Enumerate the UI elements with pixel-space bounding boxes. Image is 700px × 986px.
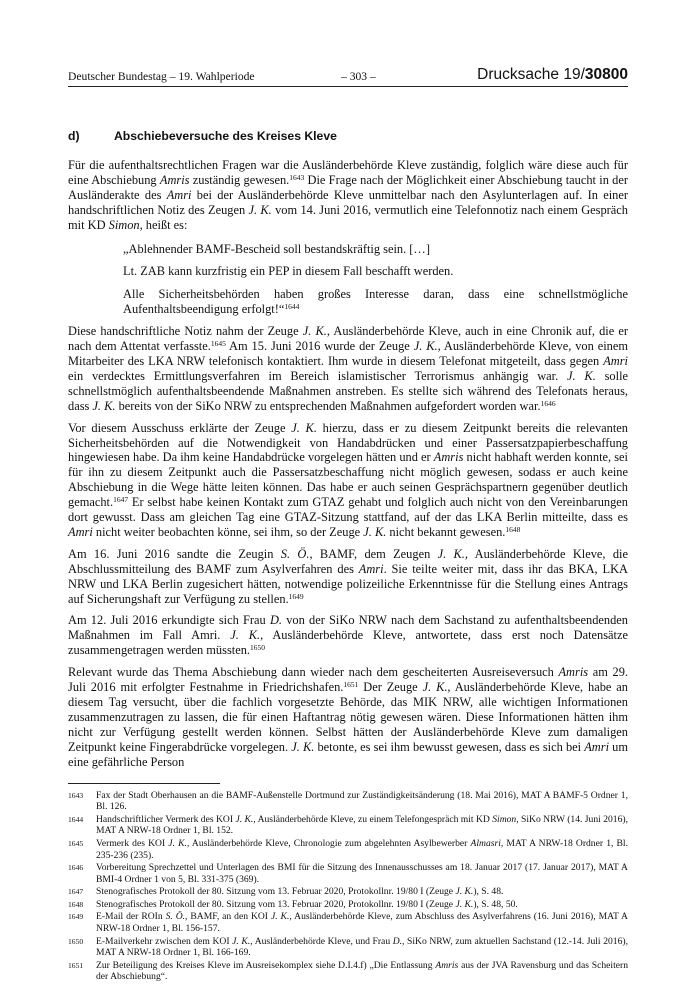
document-page	[68, 66, 628, 984]
footnote-item: 1646 Vorbereitung Sprechzettel und Unterlagen des BMI für die Sitzung des Innenausschusses am 18. Januar 2017 (17. Januar 2017), MAT A BMI-4 Ordner 1 von 5, Bl. 331-375 (369).	[68, 862, 628, 885]
footnote-item: 1651 Zur Beteiligung des Kreises Kleve im Ausreisekomplex siehe D.I.4.f) „Die Entlassung Amris aus der JVA Ravensburg und das Scheitern der Abschiebung“.	[68, 959, 628, 983]
footnote-item: 1644 Handschriftlicher Vermerk des KOI J. K., Ausländerbehörde Kleve, zu einem Telefongespräch mit KD Simon, SiKo NRW (14. Juni 2016), MAT A NRW-18 Ordner 1, Bl. 152.	[68, 813, 628, 837]
paragraph-2: Diese handschriftliche Notiz nahm der Zeuge J. K., Ausländerbehörde Kleve, auch in eine Chronik auf, die er nach dem Attentat verfasste.$^{1645}$ Am 15. Juni 2016 wurde der Zeuge J. K., Ausländerbehörde Kleve, von einem Mitarbeiter des LKA NRW telefonisch kontaktiert. Ihm wurde in diesem Telefonat mitgeteilt, dass gegen Amri ein verdecktes Ermittlungsverfahren im Bereich islamistischer Terrorismus anhängig war. J. K. solle schnellstmöglich aufenthaltsbeendende Maßnahmen anstreben. Es stellte sich während des Telefonats heraus, dass J. K. bereits von der SiKo NRW zu entsprechenden Maßnahmen aufgefordert worden war.$^{1646}$	[68, 324, 629, 413]
paragraph-1: Für die aufenthaltsrechtlichen Fragen war die Ausländerbehörde Kleve zuständig, folglich wäre diese auch für eine Abschiebung Amris zuständig gewesen.$^{1643}$ Die Frage nach der Möglichkeit einer Abschiebung taucht in der Ausländerakte des Amri bei der Ausländerbehörde Kleve unmittelbar nach den Asylunterlagen auf. In einer handschriftlichen Notiz des Zeugen J. K. vom 14. Juni 2016, vermutlich eine Telefonnotiz nach einem Gespräch mit KD Simon, heißt es:	[68, 158, 628, 232]
footnote-ref: 1651	[343, 680, 359, 690]
section-number: d)	[68, 129, 80, 143]
header-parliament: Deutscher Bundestag – 19. Wahlperiode	[68, 70, 255, 83]
page-header	[68, 66, 628, 86]
footnote-item: 1647 Stenografisches Protokoll der 80. Sitzung vom 13. Februar 2020, Protokollnr. 19/80 I (Zeuge J. K.), S. 48.	[68, 886, 504, 898]
footnote-item: 1650 E-Mailverkehr zwischen dem KOI J. K., Ausländerbehörde Kleve, und Frau D., SiKo NRW, zum aktuellen Sachstand (12.-14. Juli 2016), MAT A NRW-18 Ordner 1, Bl. 166-169.	[68, 935, 628, 959]
footnote-item: 1645 Vermerk des KOI J. K., Ausländerbehörde Kleve, Chronologie zum abgelehnten Asylbewerber Almasri, MAT A NRW-18 Ordner 1, Bl. 235-236 (235).	[68, 837, 628, 861]
footnote-ref: 1645	[210, 339, 226, 349]
footnote-ref: 1643	[289, 172, 305, 182]
quote-line-3: Alle Sicherheitsbehörden haben großes Interesse daran, dass eine schnellstmögliche Aufenthaltsbeendigung erfolgt!“$^{1644}$	[123, 287, 628, 317]
footnote-item: 1648 Stenografisches Protokoll der 80. Sitzung vom 13. Februar 2020, Protokollnr. 19/80 I (Zeuge J. K.), S. 48, 50.	[68, 898, 518, 910]
paragraph-5: Am 12. Juli 2016 erkundigte sich Frau D. von der SiKo NRW nach dem Sachstand zu aufenthaltsbeendenden Maßnahmen im Fall Amri. J. K., Ausländerbehörde Kleve, antwortete, dass erst noch Datensätze zusammengetragen werden müssten.$^{1650}$	[68, 613, 628, 658]
footnote-ref: 1647	[113, 495, 129, 505]
quote-line-1: „Ablehnender BAMF-Bescheid soll bestandskräftig sein. […]	[123, 241, 430, 256]
paragraph-6: Relevant wurde das Thema Abschiebung dann wieder nach dem gescheiterten Ausreiseversuch Amris am 29. Juli 2016 mit erfolgter Festnahme in Friedrichshafen.$^{1651}$ Der Zeuge J. K., Ausländerbehörde Kleve, habe an diesem Tag versucht, über die fachlich vorgesetzte Behörde, das MIK NRW, alle wichtigen Informationen zusammenzutragen zu lassen, die für einen Haftantrag nötig gewesen wären. Diese Informationen hätten ihm nicht zur Verfügung gestellt werden können. Selbst hätten der Ausländerbehörde Kleve zum damaligen Zeitpunkt keine Fingerabdrücke vorgelegen. J. K. betonte, es sei ihm bewusst gewesen, dass es sich bei Amri um eine gefährliche Person	[68, 665, 629, 769]
quote-line-2: Lt. ZAB kann kurzfristig ein PEP in diesem Fall beschafft werden.	[123, 264, 454, 279]
footnotes	[68, 790, 628, 984]
footnote-ref: 1644	[284, 302, 300, 312]
footnote-item: 1643 Fax der Stadt Oberhausen an die BAMF-Außenstelle Dortmund zur Zuständigkeitsänderung (18. Mai 2016), MAT A BAMF-5 Ordner 1, Bl. 126.	[68, 789, 628, 813]
header-document-number: Drucksache 19/30800	[477, 66, 628, 83]
paragraph-4: Am 16. Juni 2016 sandte die Zeugin S. Ö., BAMF, dem Zeugen J. K., Ausländerbehörde Kleve, die Abschlussmitteilung des BAMF zum Asylverfahren des Amri. Sie teilte weiter mit, dass ihr das BKA, LKA NRW und LKA Berlin zugesichert hätten, notwendige polizeiliche Erkenntnisse für die Stellung eines Antrags auf Sicherungshaft zur Verfügung zu stellen.$^{1649}$	[68, 546, 628, 606]
paragraph-3: Vor diesem Ausschuss erklärte der Zeuge J. K. hierzu, dass er zu diesem Zeitpunkt bereits die relevanten Sicherheitsbehörden auf die Notwendigkeit von Handabdrücken und einer Passersatzpapierbeschaffung hingewiesen habe. Da ihm keine Handabdrücke vorgelegen hätten und er Amris nicht habhaft werden konnte, sei für ihn zu diesem Zeitpunkt auch die Passersatzbeschaffung nicht möglich gewesen, sodass er auch keine Abschiebung in die Wege hätte leiten können. Das habe er auch seinen Gesprächspartnern gegenüber deutlich gemacht.$^{1647}$ Er selbst habe keinen Kontakt zum GTAZ gehabt und folglich auch nicht von den Vereinbarungen dort gewusst. Dass am gleichen Tag eine GTAZ-Sitzung stattfand, auf der das LKA Berlin mitteilte, dass es Amri nicht weiter beobachten könne, sei ihm, so der Zeuge J. K. nicht bekannt gewesen.$^{1648}$	[68, 420, 628, 539]
footnote-ref: 1650	[250, 643, 266, 653]
footnote-ref: 1649	[288, 591, 304, 601]
footnote-ref: 1648	[505, 524, 521, 534]
footnote-ref: 1646	[540, 398, 556, 408]
section-heading	[68, 129, 628, 143]
header-rule	[68, 86, 628, 87]
footnote-item: 1649 E-Mail der ROIn S. Ö., BAMF, an den KOI J. K., Ausländerbehörde Kleve, zum Abschluss des Asylverfahrens (16. Juni 2016), MAT A NRW-18 Ordner 1, Bl. 156-157.	[68, 911, 628, 935]
footnote-divider	[68, 783, 220, 784]
header-page-number: – 303 –	[341, 70, 376, 83]
section-title: Abschiebeversuche des Kreises Kleve	[114, 129, 337, 143]
